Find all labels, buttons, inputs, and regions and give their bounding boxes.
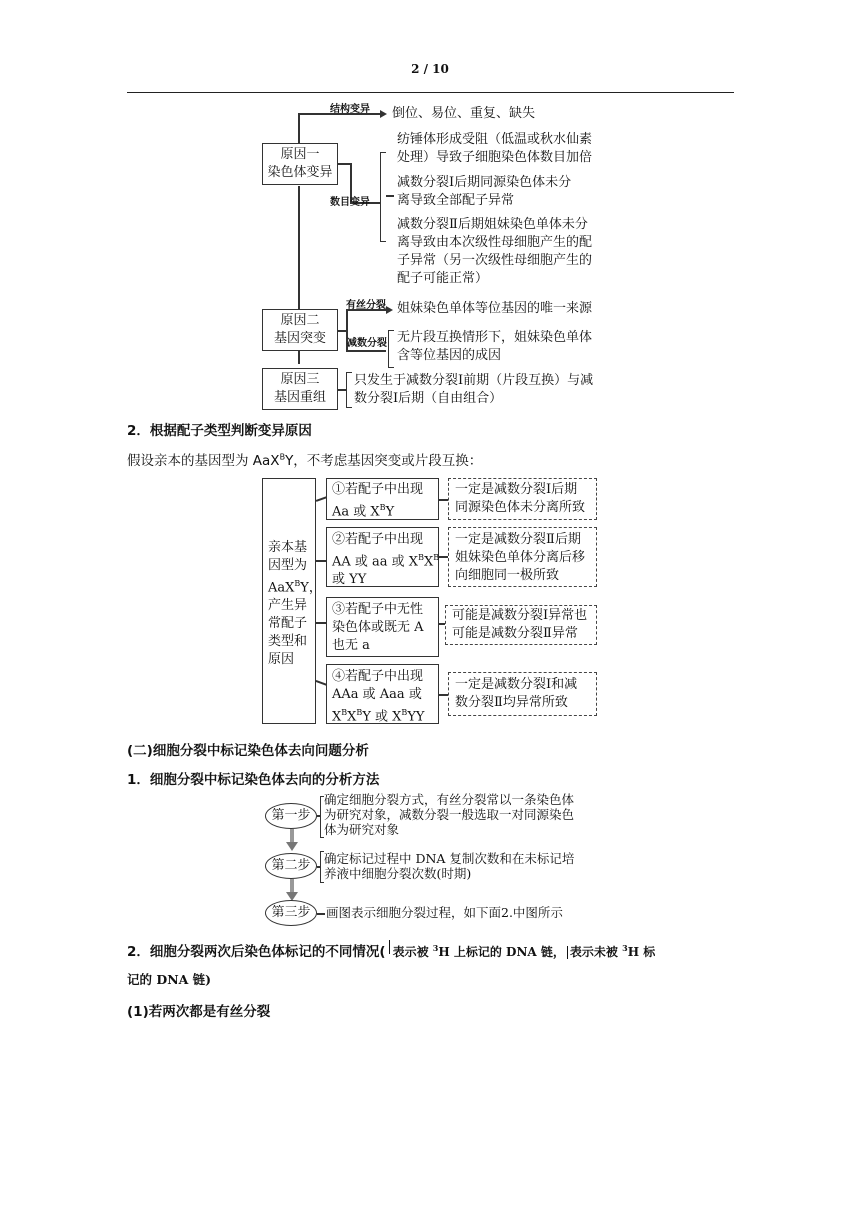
case4-result: 一定是减数分裂Ⅰ和减 数分裂Ⅱ均异常所致 <box>448 672 597 716</box>
structural-items: 倒位、易位、重复、缺失 <box>392 106 536 121</box>
numerical-item-3: 减数分裂Ⅱ后期姐妹染色单体未分 离导致由本次级性母细胞产生的配 子异常（另一次级性母细胞产生的 配子可能正常） <box>397 217 593 286</box>
unlabeled-strand-icon <box>567 946 568 959</box>
meiosis-text: 无片段互换情形下，姐妹染色单体 含等位基因的成因 <box>397 330 593 363</box>
cause1-box: 原因一 染色体变异 <box>262 143 338 185</box>
section2-intro: 假设亲本的基因型为 AaX$^B$Y，不考虑基因突变或片段互换： <box>127 452 483 469</box>
section4-sub: (1)若两次都是有丝分裂 <box>127 1004 271 1020</box>
step1-text: 确定细胞分裂方式，有丝分裂常以一条染色体 为研究对象，减数分裂一般选取一对同源染色 体为研究对象 <box>324 792 575 837</box>
labeled-strand-icon <box>389 940 390 954</box>
case4-condition: ④若配子中出现 AAa 或 Aaa 或 $X^BX^BY$ 或 $X^BYY$ <box>326 664 439 724</box>
step3-oval: 第三步 <box>265 900 317 926</box>
mitosis-label: 有丝分裂 <box>346 300 386 311</box>
case1-result: 一定是减数分裂Ⅰ后期 同源染色体未分离所致 <box>448 478 597 520</box>
cause2-box: 原因二 基因突变 <box>262 309 338 351</box>
cause3-text: 只发生于减数分裂Ⅰ前期（片段互换）与减 数分裂Ⅰ后期（自由组合） <box>354 373 594 406</box>
numerical-item-2: 减数分裂Ⅰ后期同源染色体未分 离导致全部配子异常 <box>397 175 572 208</box>
section3-sub1: 1．细胞分裂中标记染色体去向的分析方法 <box>127 772 380 788</box>
section3-heading: (二)细胞分裂中标记染色体去向问题分析 <box>127 743 369 759</box>
header-rule <box>127 92 734 93</box>
step3-text: 画图表示细胞分裂过程，如下面2.中图所示 <box>326 905 563 920</box>
numerical-item-1: 纺锤体形成受阻（低温或秋水仙素 处理）导致子细胞染色体数目加倍 <box>397 132 593 165</box>
step2-text: 确定标记过程中 DNA 复制次数和在未标记培 养液中细胞分裂次数(时期) <box>324 851 575 881</box>
numerical-label: 数目变异 <box>330 197 370 208</box>
section4-line2: 记的 DNA 链) <box>127 972 212 987</box>
mitosis-text: 姐妹染色单体等位基因的唯一来源 <box>397 301 593 316</box>
case2-result: 一定是减数分裂Ⅱ后期 姐妹染色单体分离后移 向细胞同一极所致 <box>448 527 597 587</box>
case3-condition: ③若配子中无性 染色体或既无 A 也无 a <box>326 597 439 657</box>
case2-condition: ②若配子中出现 AA 或 aa 或 $X^BX^B$ 或 YY <box>326 527 439 587</box>
case1-condition: ①若配子中出现 Aa 或 $X^BY$ <box>326 478 439 520</box>
page-number: 2 / 10 <box>411 62 449 76</box>
section4-line1: 2．细胞分裂两次后染色体标记的不同情况( 表示被 $^3$H 上标记的 DNA 链， 表示未被 $^3$H 标 <box>127 940 655 960</box>
parent-genotype-box: 亲本基 因型为 AaX$^B$Y， 产生异 常配子 类型和 原因 <box>262 478 316 724</box>
meiosis-label: 减数分裂 <box>347 338 387 349</box>
step1-oval: 第一步 <box>265 803 317 829</box>
step2-oval: 第二步 <box>265 853 317 879</box>
section2-heading: 2．根据配子类型判断变异原因 <box>127 423 312 439</box>
case3-result: 可能是减数分裂Ⅰ异常也 可能是减数分裂Ⅱ异常 <box>445 605 597 645</box>
cause3-box: 原因三 基因重组 <box>262 368 338 410</box>
structural-label: 结构变异 <box>330 104 370 115</box>
